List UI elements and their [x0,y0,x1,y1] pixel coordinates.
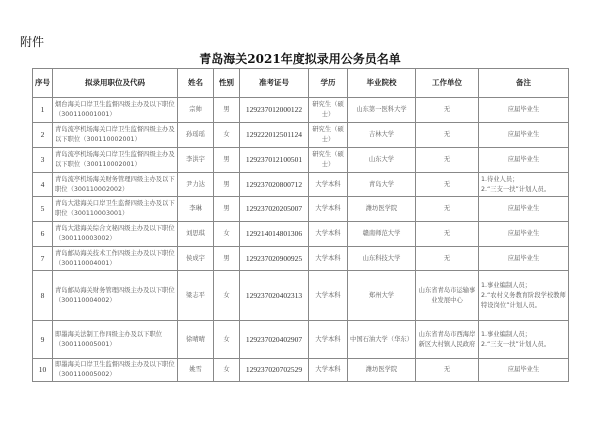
cell-name: 姚雪 [178,359,214,382]
cell-name: 侯成宇 [178,247,214,271]
cell-gender: 男 [214,197,240,222]
cell-employer: 山东省青岛市西海岸新区大村镇人民政府 [416,321,479,359]
cell-position: 青岛流亭机场海关口岸卫生监督四级主办及以下职位（300110002001） [53,123,178,148]
cell-position: 青岛邮局海关技术工作四级主办及以下职位（300110004001） [53,247,178,271]
table-row [33,222,569,247]
cell-exam-id: 129237012000122 [240,98,309,123]
cell-school: 郑州大学 [348,271,416,321]
cell-school: 山东大学 [348,148,416,173]
table-header-row [33,69,569,98]
cell-name: 梁志平 [178,271,214,321]
cell-position: 青岛流亭机场海关财务管理四级主办及以下职位（300110002002） [53,173,178,197]
table-row [33,247,569,271]
cell-employer: 无 [416,98,479,123]
cell-education: 研究生（硕士） [309,123,348,148]
header-exam-id: 准考证号 [240,69,309,98]
cell-exam-id: 129237020402313 [240,271,309,321]
table-row [33,173,569,197]
cell-gender: 男 [214,173,240,197]
cell-employer: 无 [416,247,479,271]
table-row [33,359,569,382]
cell-seq: 4 [33,173,53,197]
header-seq: 序号 [33,69,53,98]
cell-education: 大学本科 [309,321,348,359]
cell-name: 徐晴晴 [178,321,214,359]
cell-education: 大学本科 [309,197,348,222]
cell-school: 青岛大学 [348,173,416,197]
cell-position: 青岛大港海关综合文秘四级主办及以下职位（300110003002） [53,222,178,247]
cell-education: 研究生（硕士） [309,98,348,123]
cell-seq: 7 [33,247,53,271]
cell-education: 大学本科 [309,173,348,197]
cell-position: 青岛流亭机场海关口岸卫生监督四级主办及以下职位（300110002001） [53,148,178,173]
cell-gender: 女 [214,123,240,148]
header-name: 姓名 [178,69,214,98]
cell-gender: 男 [214,148,240,173]
cell-exam-id: 129237020900925 [240,247,309,271]
cell-education: 大学本科 [309,247,348,271]
cell-exam-id: 129237020800712 [240,173,309,197]
candidate-table [32,68,569,382]
cell-employer: 无 [416,197,479,222]
header-school: 毕业院校 [348,69,416,98]
cell-position: 青岛大港海关口岸卫生监督四级主办及以下职位（300110003001） [53,197,178,222]
cell-school: 山东第一医科大学 [348,98,416,123]
table-row [33,123,569,148]
document-title: 青岛海关2021年度拟录用公务员名单 [199,52,401,66]
cell-school: 中国石油大学（华东） [348,321,416,359]
header-gender: 性别 [214,69,240,98]
cell-remarks: 1.事业编制人员； 2.“农村义务教育阶段学校教师特设岗位”计划人员。 [479,271,569,321]
cell-school: 潍坊医学院 [348,197,416,222]
cell-remarks: 1.事业编制人员； 2.“三支一扶”计划人员。 [479,321,569,359]
cell-name: 李琳 [178,197,214,222]
cell-gender: 男 [214,98,240,123]
cell-remarks: 应届毕业生 [479,197,569,222]
cell-name: 孙瑶瑶 [178,123,214,148]
header-employer: 工作单位 [416,69,479,98]
cell-remarks: 应届毕业生 [479,247,569,271]
cell-employer: 山东省青岛市运输事业发展中心 [416,271,479,321]
header-remarks: 备注 [479,69,569,98]
header-position: 拟录用职位及代码 [53,69,178,98]
cell-name: 宗帅 [178,98,214,123]
cell-education: 研究生（硕士） [309,148,348,173]
cell-exam-id: 129214014801306 [240,222,309,247]
cell-exam-id: 129237020702529 [240,359,309,382]
cell-employer: 无 [416,359,479,382]
table-row [33,148,569,173]
cell-seq: 1 [33,98,53,123]
cell-seq: 8 [33,271,53,321]
cell-position: 烟台海关口岸卫生监督四级主办及以下职位（300110001001） [53,98,178,123]
cell-seq: 10 [33,359,53,382]
cell-gender: 男 [214,247,240,271]
cell-seq: 5 [33,197,53,222]
cell-remarks: 应届毕业生 [479,123,569,148]
cell-exam-id: 129237020205007 [240,197,309,222]
cell-school: 赣南师范大学 [348,222,416,247]
cell-name: 尹力达 [178,173,214,197]
table-row [33,197,569,222]
header-education: 学历 [309,69,348,98]
cell-remarks: 应届毕业生 [479,359,569,382]
attachment-label: 附件 [20,35,45,49]
cell-education: 大学本科 [309,222,348,247]
table-row [33,321,569,359]
cell-exam-id: 129222012501124 [240,123,309,148]
cell-education: 大学本科 [309,271,348,321]
cell-position: 即墨海关口岸卫生监督四级主办及以下职位（300110005002） [53,359,178,382]
cell-gender: 女 [214,359,240,382]
cell-exam-id: 129237012100501 [240,148,309,173]
cell-education: 大学本科 [309,359,348,382]
cell-employer: 无 [416,173,479,197]
cell-exam-id: 129237020402907 [240,321,309,359]
cell-position: 即墨海关法制工作四级主办及以下职位（300110005001） [53,321,178,359]
cell-remarks: 应届毕业生 [479,148,569,173]
cell-school: 山东科技大学 [348,247,416,271]
cell-gender: 女 [214,271,240,321]
cell-name: 李洪宇 [178,148,214,173]
cell-seq: 9 [33,321,53,359]
cell-school: 潍坊医学院 [348,359,416,382]
cell-name: 刘思琪 [178,222,214,247]
cell-gender: 女 [214,222,240,247]
cell-seq: 3 [33,148,53,173]
cell-employer: 无 [416,123,479,148]
cell-employer: 无 [416,222,479,247]
cell-gender: 女 [214,321,240,359]
cell-remarks: 应届毕业生 [479,98,569,123]
table-row [33,271,569,321]
cell-remarks: 应届毕业生 [479,222,569,247]
cell-employer: 无 [416,148,479,173]
cell-position: 青岛邮局海关财务管理四级主办及以下职位（300110004002） [53,271,178,321]
cell-seq: 6 [33,222,53,247]
table-row [33,98,569,123]
cell-remarks: 1.待业人员； 2.“三支一扶”计划人员。 [479,173,569,197]
cell-seq: 2 [33,123,53,148]
cell-school: 吉林大学 [348,123,416,148]
